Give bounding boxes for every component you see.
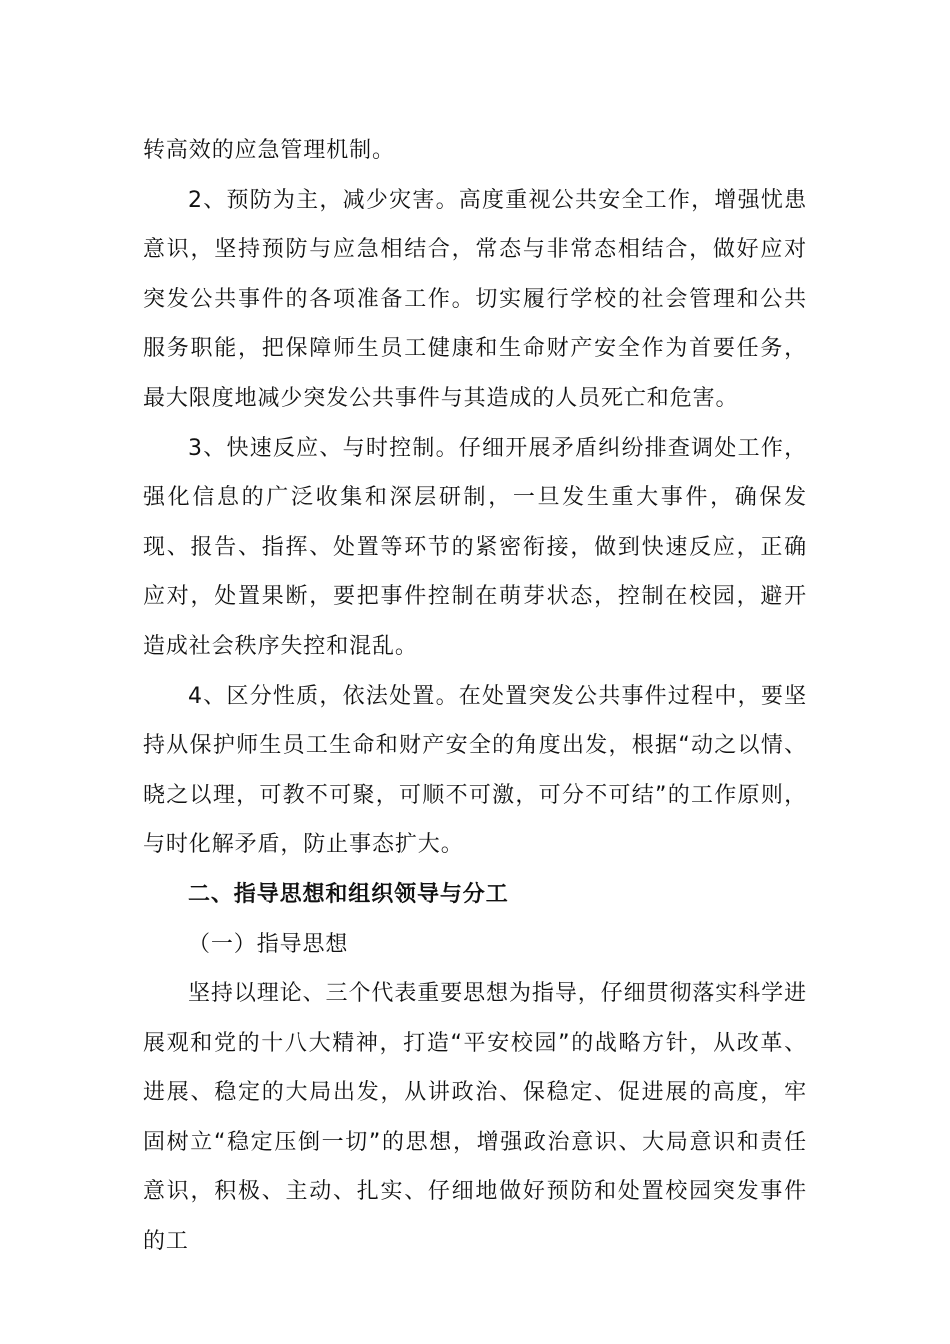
subsection-heading: （一）指导思想 <box>188 931 349 957</box>
paragraph-lawful-handling: 4、区分性质，依法处置。在处置突发公共事件过程中，要坚持从保护师生员工生命和财产安全的角度出发，根据“动之以情、晓之以理，可教不可聚，可顺不可激，可分不可结”的工作原则，与时化解矛盾，防止事态扩大。 <box>143 683 807 858</box>
document-page <box>143 126 807 1267</box>
paragraph-guiding-ideology: 坚持以理论、三个代表重要思想为指导，仔细贯彻落实科学进展观和党的十八大精神，打造“平安校园”的战略方针，从改革、进展、稳定的大局出发，从讲政治、保稳定、促进展的高度，牢固树立“稳定压倒一切”的思想，增强政治意识、大局意识和责任意识，积极、主动、扎实、仔细地做好预防和处置校园突发事件的工 <box>143 981 807 1255</box>
section-heading: 二、指导思想和组织领导与分工 <box>188 881 509 907</box>
paragraph-rapid-response: 3、快速反应、与时控制。仔细开展矛盾纠纷排查调处工作，强化信息的广泛收集和深层研制，一旦发生重大事件，确保发现、报告、指挥、处置等环节的紧密衔接，做到快速反应，正确应对，处置果断，要把事件控制在萌芽状态，控制在校园，避开造成社会秩序失控和混乱。 <box>143 435 807 659</box>
paragraph-continuation: 转高效的应急管理机制。 <box>143 138 395 163</box>
paragraph-prevention: 2、预防为主，减少灾害。高度重视公共安全工作，增强忧患意识，坚持预防与应急相结合，常态与非常态相结合，做好应对突发公共事件的各项准备工作。切实履行学校的社会管理和公共服务职能，把保障师生员工健康和生命财产安全作为首要任务，最大限度地减少突发公共事件与其造成的人员死亡和危害。 <box>143 187 807 411</box>
